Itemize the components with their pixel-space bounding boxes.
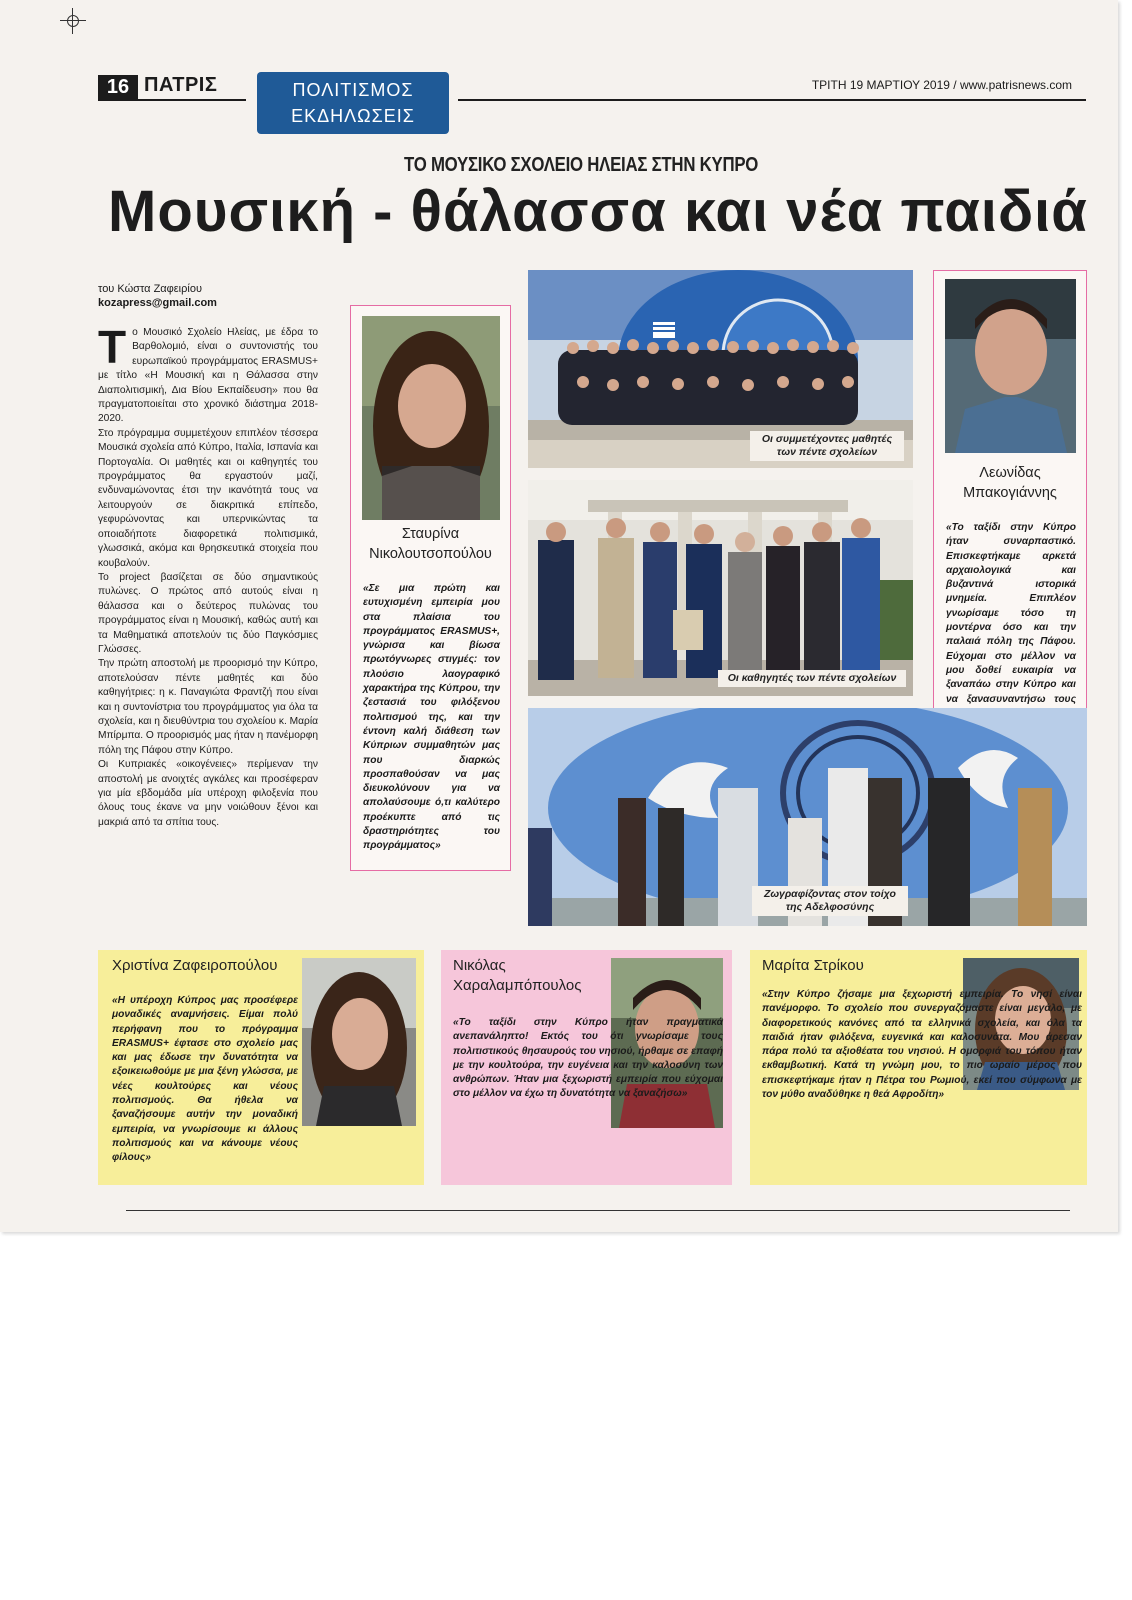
quote-text: «Σε μια πρώτη και ευτυχισμένη εμπειρία μου στα πλαίσια του προγράμματος ERASMUS+, γνώρισα και βίωσα πρωτόγνωρες στιγμές: τον πλούσιο λαογραφικό χαρακτήρα της Κύπρου, την ζεστασιά του φιλόξενου πολιτισμού της, και την έντονη καλή διάθεση των Κύπριων συμμαθητών μας που διαρκώς προσπαθούσαν να μας διευκολύνουν για να απολαύσουμε ό,τι καλύτερο προέκυπτε από τις δραστηριότητες του προγράμματος» (363, 583, 500, 852)
article-paragraph: Το Μουσικό Σχολείο Ηλείας, με έδρα το Βαρθολομιό, είναι ο συντονιστής του ευρωπαϊκού προγράμματος ERASMUS+ με τίτλο «Η Μουσική και η Θάλασσα στην Διαπολιτισμική, Δια Βίου Εκπαίδευση» που θα πραγματοποιείται στο χρονικό διάστημα 2018-2020. (98, 321, 318, 425)
newspaper-logo: ΠΑΤΡΙΣ (144, 74, 218, 96)
quote-text: «Το ταξίδι στην Κύπρο ήταν πραγματικά ανεπανάληπτο! Εκτός του ότι γνωρίσαμε τους πολιτιστικούς θησαυρούς του νησιού, ήρθαμε σε επαφή με την κουλτούρα, την ευγένεια και την καλοσύνη των ανθρώπων. Ήταν μια ξεχωριστή εμπειρία που εύχομαι στο μέλλον να έχω τη δυνατότητα να ξαναζήσω» (453, 1017, 723, 1100)
byline (98, 282, 217, 310)
quote-box-leonidas (933, 270, 1087, 730)
article-paragraph: Την πρώτη αποστολή με προορισμό την Κύπρο, αποτελούσαν πέντε μαθητές και δύο καθηγήτριες: η κ. Παναγιώτα Φραντζή που είναι και η συντονίστρια του προγράμματος για όλα τα σχολεία, και η διευθύντρια του σχολείου κ. Μαρία Μπίρμπα. Ο προορισμός μας ήταν η πανέμορφη πόλη της Πάφου στην Κύπρο. (98, 658, 318, 756)
quote-box-marita (750, 950, 1087, 1185)
article-kicker: ΤΟ ΜΟΥΣΙΚΟ ΣΧΟΛΕΙΟ ΗΛΕΙΑΣ ΣΤΗΝ ΚΥΠΡΟ (404, 154, 759, 176)
byline-author: του Κώστα Ζαφειρίου (98, 283, 202, 295)
quote-box-nikolas (441, 950, 732, 1185)
page-number: 16 (98, 75, 138, 99)
photo-teachers (528, 480, 913, 696)
registration-mark-icon (60, 8, 86, 34)
quote-name: Νικόλας Χαραλαμπόπουλος (453, 957, 582, 994)
dateline: ΤΡΙΤΗ 19 ΜΑΡΤΙΟΥ 2019 / www.patrisnews.com (811, 78, 1072, 92)
quote-text: «Στην Κύπρο ζήσαμε μια ξεχωριστή εμπειρία. Το νησί είναι πανέμορφο. Το σχολείο που συνεργαζόμαστε είναι μεγάλο, με διαφορετικούς κανόνες από τα ελληνικά σχολεία, και όλα τα παιδιά ήταν φιλόξενα, ευγενικά και καλοσυνάτα. Μου άρεσαν πάρα πολύ τα αξιοθέατα του νησιού. Η ομορφιά του τόπου ήταν εκθαμβωτική. Κατά τη γνώμη μου, το πιο ωραίο μέρος που επισκεφτήκαμε ήταν η Πέτρα του Ρωμιού, εκεί που σύμφωνα με τον μύθο αναδύθηκε η θεά Αφροδίτη» (762, 989, 1082, 1101)
header-rule-left (98, 99, 246, 101)
header-rule-right (458, 99, 1086, 101)
section-tag (257, 72, 449, 134)
quote-name: Λεωνίδας Μπακογιάννης (963, 465, 1057, 501)
quote-name: Σταυρίνα Νικολουτσοπούλου (369, 526, 492, 562)
article-paragraph: Οι Κυπριακές «οικογένειες» περίμεναν την αποστολή με ανοιχτές αγκάλες και προσέφεραν για μία εβδομάδα μία υπέροχη φιλοξενία που όλους τους έκανε να μην νοιώθουν ξένοι και μακριά από τα σπίτια τους. (98, 759, 318, 828)
caption-mural: Ζωγραφίζοντας στον τοίχο της Αδελφοσύνης (752, 886, 908, 916)
quote-box-stavrina (350, 305, 511, 871)
article-body (98, 321, 318, 830)
article-paragraph: Στο πρόγραμμα συμμετέχουν επιπλέον τέσσερα Μουσικά σχολεία από Κύπρο, Ιταλία, Ισπανία και Πορτογαλία. Οι μαθητές και οι καθηγητές του προγράμματος θα εργαστούν μαζί, ενδυναμώνοντας έτσι την ικανότητά τους να λειτουργούν σε διακριτικά επίπεδο, γεφυρώνοντας και υπερνικώντας τα οποιαδήποτε διαφορετικά πολιτισμικά, γλωσσικά, ακόμα και θρησκευτικά στοιχεία που κουβαλούν. (98, 427, 318, 569)
quote-name: Χριστίνα Ζαφειροπούλου (112, 957, 278, 974)
article-title: Μουσική - θάλασσα και νέα παιδιά (108, 179, 1088, 244)
quote-name: Μαρίτα Στρίκου (762, 957, 864, 974)
quote-text: «Η υπέροχη Κύπρος μας προσέφερε μοναδικές αναμνήσεις. Είμαι πολύ περήφανη που το πρόγραμμα ERASMUS+ έφτασε στο σχολείο μας και μας έδωσε την δυνατότητα να εξοικειωθούμε με μια ξένη γλώσσα, με νέες κουλτούρες και νέους πολιτισμούς. Θα ήθελα να ξαναζήσουμε αυτήν την μοναδική εμπειρία, να γνωρίσουμε κι άλλους πολιτισμούς και να κάνουμε νέους φίλους» (112, 995, 298, 1164)
caption-teachers: Οι καθηγητές των πέντε σχολείων (718, 670, 906, 687)
drop-cap: Τ (98, 321, 127, 373)
section-tag-line2: ΕΚΔΗΛΩΣΕΙΣ (291, 106, 415, 126)
portrait-photo (362, 316, 500, 520)
section-tag-line1: ΠΟΛΙΤΙΣΜΟΣ (292, 80, 414, 100)
quote-box-christina (98, 950, 424, 1185)
portrait-photo (945, 279, 1076, 453)
caption-students: Οι συμμετέχοντες μαθητές των πέντε σχολείων (750, 431, 904, 461)
article-paragraph: Το project βασίζεται σε δύο σημαντικούς πυλώνες. Ο πρώτος από αυτούς είναι η θάλασσα και ο δεύτερος πυλώνας του προγράμματος είναι η Μουσική, καθώς αυτή και τα Μαθηματικά αποτελούν τις δύο Παγκόσμιες Γλώσσες. (98, 571, 318, 655)
quote-text: «Το ταξίδι στην Κύπρο ήταν συναρπαστικό. Επισκεφτήκαμε αρκετά αρχαιολογικά και βυζαντινά ιστορικά μνημεία. Επιπλέον γνωρίσαμε τόσο τη μοντέρνα όσο και την παλαιά πόλη της Πάφου. Εύχομαι στο μέλλον να μου δοθεί ευκαιρία να ξαναπάω στην Κύπρο και να ξανασυναντήσω τους (946, 522, 1076, 705)
byline-email: kozapress@gmail.com (98, 297, 217, 309)
portrait-photo (302, 958, 416, 1126)
bottom-rule (126, 1210, 1070, 1211)
